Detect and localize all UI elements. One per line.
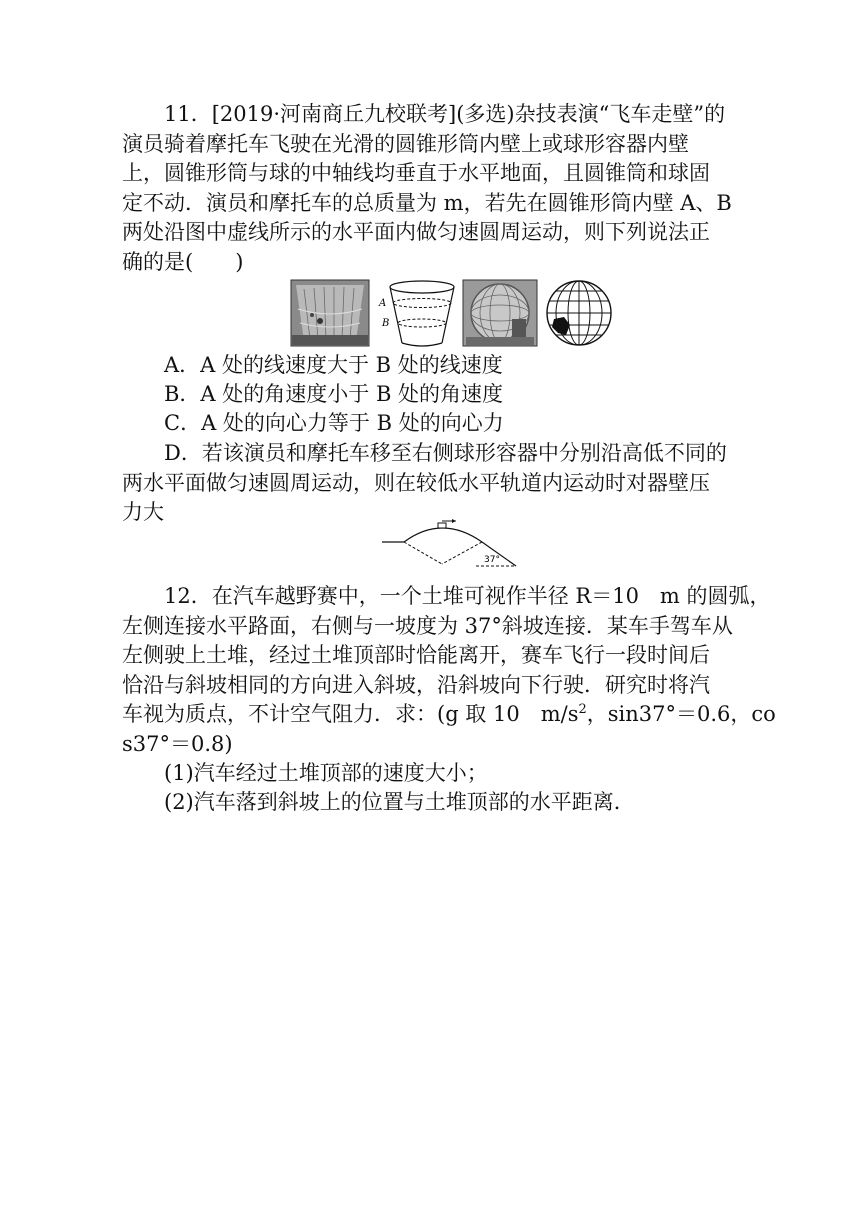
q12-line-5-tail: ，sin37°＝0.6，co xyxy=(586,702,776,727)
q12-line-2: 左侧连接水平路面，右侧与一坡度为 37°斜坡连接．某车手驾车从 xyxy=(122,613,733,638)
q12-line-3: 左侧驶上土堆，经过土堆顶部时恰能离开，赛车飞行一段时间后 xyxy=(122,643,710,668)
option-d-line-2: 两水平面做匀速圆周运动，则在较低水平轨道内运动时对器壁压 xyxy=(122,470,710,495)
mound-slope-figure xyxy=(380,516,520,568)
q12-line-5 xyxy=(122,700,776,730)
q11-line-2: 演员骑着摩托车飞驶在光滑的圆锥形筒内壁上或球形容器内壁 xyxy=(122,131,689,156)
q11-line-1: 11．[2019·河南商丘九校联考](多选)杂技表演“飞车走壁”的 xyxy=(164,102,726,126)
q12-line-1: 12．在汽车越野赛中，一个土堆可视作半径 R＝10 m 的圆弧， xyxy=(164,584,771,608)
option-a: A．A 处的线速度大于 B 处的线速度 xyxy=(164,353,503,377)
option-d-line-3: 力大 xyxy=(122,500,164,525)
q11-figure-row xyxy=(290,279,620,349)
q11-line-3: 上，圆锥形筒与球的中轴线均垂直于水平地面，且圆锥筒和球固 xyxy=(122,161,710,186)
sphere-photo-figure xyxy=(462,279,538,347)
q11-line-4: 定不动．演员和摩托车的总质量为 m，若先在圆锥形筒内壁 A、B xyxy=(122,190,732,215)
sphere-diagram-figure xyxy=(544,279,614,347)
q11-line-5: 两处沿图中虚线所示的水平面内做匀速圆周运动，则下列说法正 xyxy=(122,220,710,245)
label-a: A xyxy=(379,298,387,309)
q12-line-4: 恰沿与斜坡相同的方向进入斜坡，沿斜坡向下行驶．研究时将汽 xyxy=(122,672,710,697)
sub-question-1: (1)汽车经过土堆顶部的速度大小； xyxy=(164,761,488,785)
q11-line-6: 确的是( ) xyxy=(122,249,244,274)
superscript-2: 2 xyxy=(578,702,587,718)
cone-photo-figure xyxy=(290,279,370,347)
question-11-stem xyxy=(122,100,742,278)
option-d-line-1: D．若该演员和摩托车移至右侧球形容器中分别沿高低不同的 xyxy=(164,441,727,465)
option-b: B．A 处的角速度小于 B 处的角速度 xyxy=(164,382,504,406)
question-12-stem xyxy=(122,582,776,760)
label-b: B xyxy=(382,318,390,329)
angle-label: 37° xyxy=(484,555,500,565)
sub-question-2: (2)汽车落到斜坡上的位置与土堆顶部的水平距离． xyxy=(164,790,635,814)
option-c: C．A 处的向心力等于 B 处的向心力 xyxy=(164,411,504,435)
option-d xyxy=(122,439,742,528)
q12-line-5-head: 车视为质点，不计空气阻力．求：(g 取 10 m/s xyxy=(122,702,579,727)
q12-line-6: s37°＝0.8) xyxy=(122,731,233,756)
cone-diagram-figure xyxy=(378,279,460,347)
